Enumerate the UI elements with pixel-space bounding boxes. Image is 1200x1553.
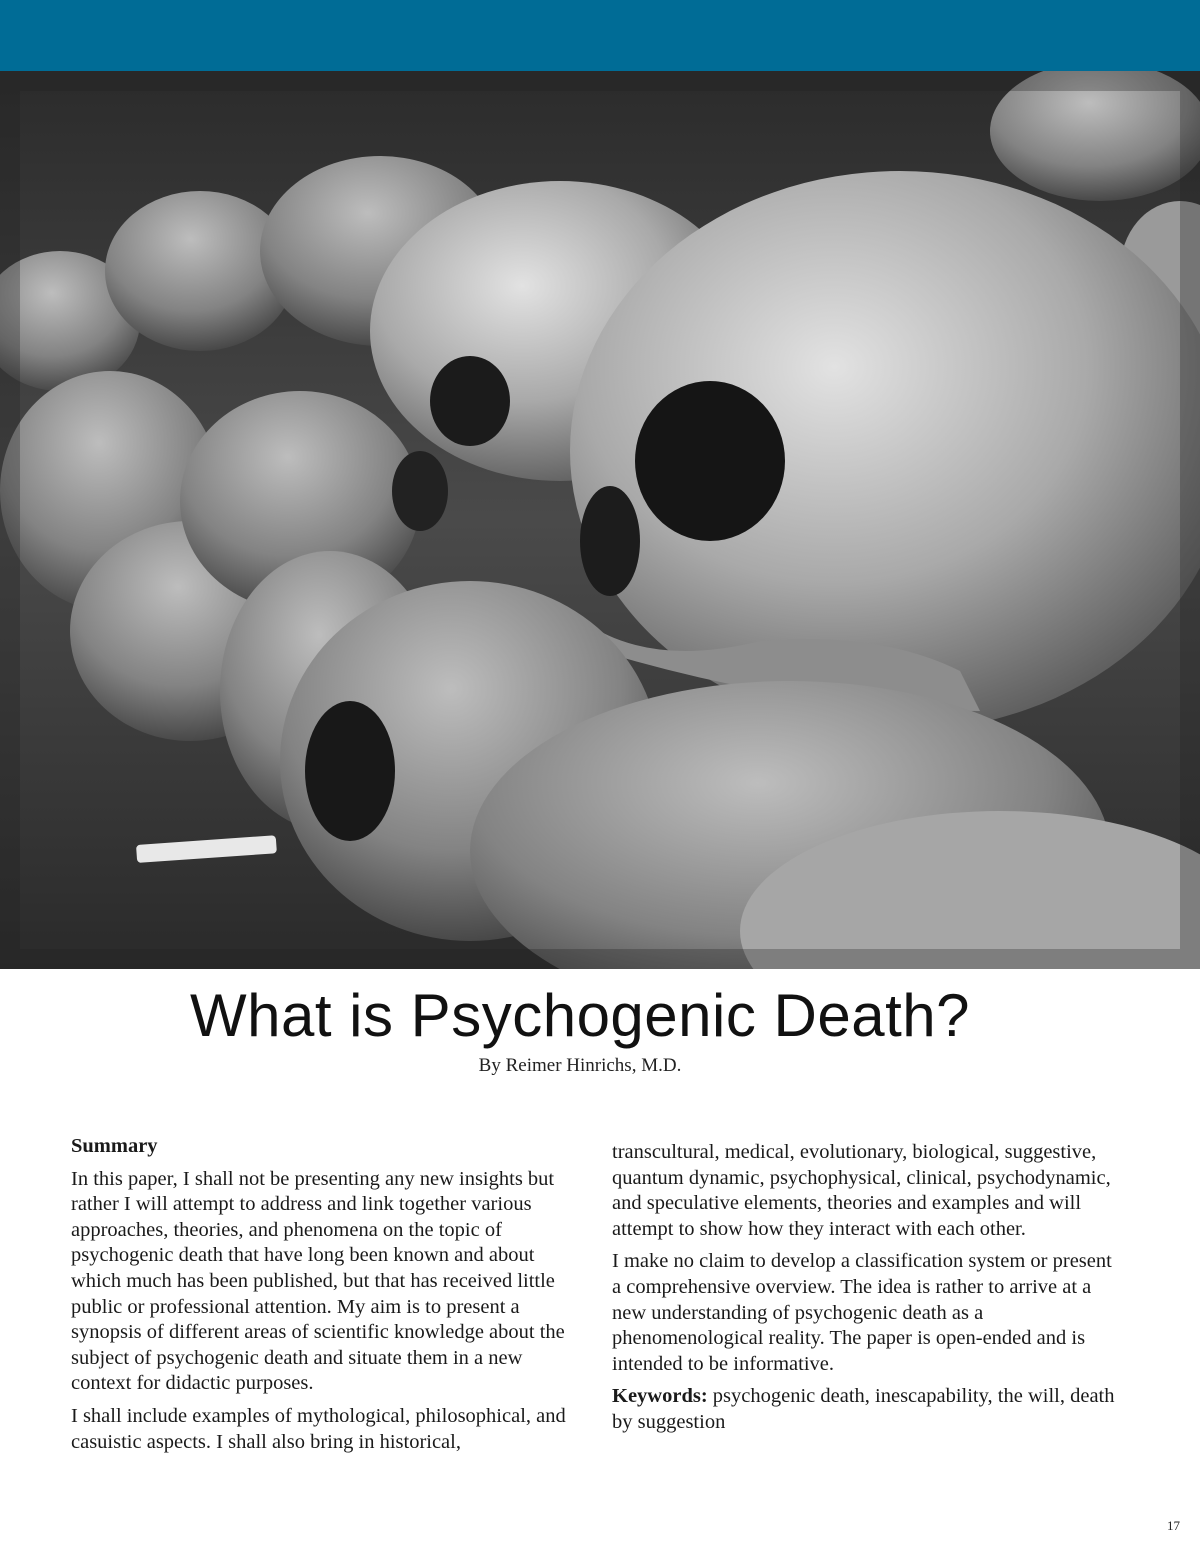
keywords xyxy=(612,1384,1122,1435)
paragraph: transcultural, medical, evolutionary, biological, suggestive, quantum dynamic, psychophysical, clinical, psychodynamic, and speculative elements, theories and examples and will attempt to show how they interact with each other. xyxy=(612,1141,1111,1240)
paragraph: I make no claim to develop a classification system or present a comprehensive overview. The idea is rather to arrive at a new understanding of psychogenic death as a phenomenological reality. The paper is open-ended and is intended to be informative. xyxy=(612,1250,1112,1375)
left-column xyxy=(71,1134,581,1462)
page-number: 17 xyxy=(1167,1518,1180,1533)
right-column xyxy=(612,1140,1122,1443)
hero-image xyxy=(0,71,1200,969)
paragraph: In this paper, I shall not be presenting any new insights but rather I will attempt to address and link together various approaches, theories, and phenomena on the topic of psychogenic death that have long been known and about which much has been published, but that has received little public or professional attention. My aim is to present a synopsis of different areas of scientific knowledge about the subject of psychogenic death and situate them in a new context for didactic purposes. xyxy=(71,1167,565,1395)
article-title: What is Psychogenic Death? xyxy=(189,982,971,1049)
article-byline: By Reimer Hinrichs, M.D. xyxy=(478,1055,682,1076)
keywords-text: psychogenic death, inescapability, the will, death by suggestion xyxy=(612,1385,1115,1433)
paragraph: I shall include examples of mythological, philosophical, and casuistic aspects. I shall also bring in historical, xyxy=(71,1404,566,1453)
summary-heading: Summary xyxy=(71,1135,158,1157)
header-bar xyxy=(0,0,1200,71)
keywords-label: Keywords: xyxy=(612,1385,708,1408)
skulls-photo-icon xyxy=(0,71,1200,969)
